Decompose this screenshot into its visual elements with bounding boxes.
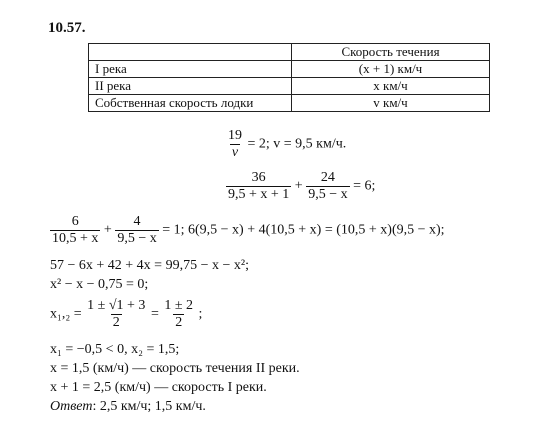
equation-lhs: x₁,₂ = <box>50 306 86 322</box>
answer-label: Ответ <box>50 399 93 414</box>
equals-sign: = <box>147 306 163 322</box>
plus-sign: + <box>100 222 116 238</box>
denominator: 9,5 + x + 1 <box>228 187 290 202</box>
equation-rest: = 1; 6(9,5 − x) + 4(10,5 + x) = (10,5 + x)(9,5 − x); <box>158 222 445 238</box>
fraction <box>226 170 291 203</box>
equation-1 <box>226 128 346 161</box>
table-row <box>89 44 490 61</box>
numerator: 19 <box>228 128 242 143</box>
denominator: v <box>231 145 239 160</box>
numerator: 36 <box>251 170 266 185</box>
equation-9: x + 1 = 2,5 (км/ч) — скорость I реки. <box>50 380 267 395</box>
equation-rest: ; <box>195 306 203 322</box>
table-cell: I река <box>89 61 292 78</box>
plus-sign: + <box>291 178 307 194</box>
fraction <box>115 214 158 247</box>
fraction <box>50 214 100 247</box>
numerator: 1 ± √1 + 3 <box>87 298 146 313</box>
table-header: Скорость течения <box>292 44 490 61</box>
fraction <box>226 128 244 161</box>
table-row <box>89 95 490 112</box>
answer-text: : 2,5 км/ч; 1,5 км/ч. <box>92 399 206 414</box>
table-cell <box>89 44 292 61</box>
table-row <box>89 78 490 95</box>
answer-line <box>50 399 206 415</box>
table-row <box>89 61 490 78</box>
fraction <box>306 170 349 203</box>
numerator: 4 <box>133 214 141 229</box>
equation-6 <box>50 298 202 331</box>
fraction <box>85 298 147 331</box>
table-cell: x км/ч <box>292 78 490 95</box>
table-cell: v км/ч <box>292 95 490 112</box>
equation-5: x² − x − 0,75 = 0; <box>50 277 149 292</box>
denominator: 9,5 − x <box>117 231 157 246</box>
speed-table <box>88 43 490 112</box>
equation-3 <box>50 214 445 247</box>
denominator: 2 <box>175 315 183 330</box>
equation-2 <box>226 170 375 203</box>
problem-number: 10.57. <box>48 20 86 36</box>
equation-8: x = 1,5 (км/ч) — скорость течения II реки. <box>50 361 300 376</box>
equation-7: x₁ = −0,5 < 0, x₂ = 1,5; <box>50 342 180 357</box>
equation-4: 57 − 6x + 42 + 4x = 99,75 − x − x²; <box>50 258 249 273</box>
numerator: 24 <box>320 170 335 185</box>
denominator: 2 <box>112 315 120 330</box>
numerator: 1 ± 2 <box>164 298 194 313</box>
numerator: 6 <box>71 214 79 229</box>
denominator: 10,5 + x <box>52 231 99 246</box>
table-cell: Собственная скорость лодки <box>89 95 292 112</box>
equation-rest: = 2; v = 9,5 км/ч. <box>244 136 347 152</box>
fraction <box>162 298 195 331</box>
table-cell: (x + 1) км/ч <box>292 61 490 78</box>
equation-rest: = 6; <box>349 178 376 194</box>
denominator: 9,5 − x <box>308 187 348 202</box>
table-cell: II река <box>89 78 292 95</box>
